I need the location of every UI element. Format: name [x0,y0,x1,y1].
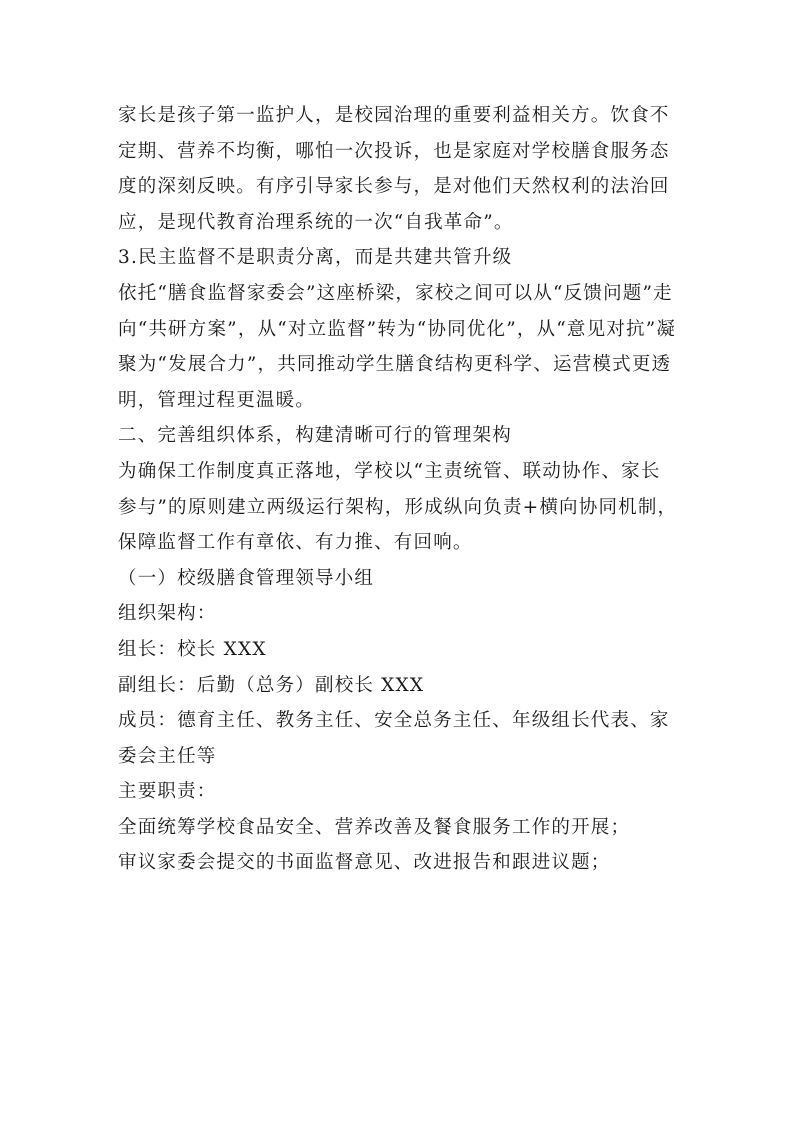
paragraph-line: 为确保工作制度真正落地，学校以“主责统管、联动协作、家长 [118,460,661,482]
paragraph-line: 组长：校长 XXX [118,638,267,660]
paragraph-line: 委会主任等 [118,745,217,767]
paragraph-line: 参与”的原则建立两级运行架构，形成纵向负责+横向协同机制， [118,496,678,518]
paragraph-line: 度的深刻反映。有序引导家长参与，是对他们天然权利的法治回 [118,176,670,198]
document-body [118,98,676,881]
paragraph-line: 应，是现代教育治理系统的一次“自我革命”。 [118,211,514,233]
paragraph-line: 全面统筹学校食品安全、营养改善及餐食服务工作的开展； [118,816,631,838]
paragraph-line: 依托“膳食监督家委会”这座桥梁，家校之间可以从“反馈问题”走 [118,282,673,304]
paragraph-line: 副组长：后勤（总务）副校长 XXX [118,674,425,696]
paragraph-line: 聚为“发展合力”，共同推动学生膳食结构更科学、运营模式更透 [118,354,672,376]
paragraph-line: 成员：德育主任、教务主任、安全总务主任、年级组长代表、家 [118,710,670,732]
paragraph-line: 明，管理过程更温暖。 [118,389,316,411]
paragraph-line: 保障监督工作有章依、有力推、有回响。 [118,532,473,554]
paragraph-line: 组织架构： [118,603,217,625]
subsection-heading: （一）校级膳食管理领导小组 [118,567,375,589]
paragraph-line: 向“共研方案”，从“对立监督”转为“协同优化”，从“意见对抗”凝 [118,318,677,340]
paragraph-line: 家长是孩子第一监护人，是校园治理的重要利益相关方。饮食不 [118,105,670,126]
section-heading: 二、完善组织体系，构建清晰可行的管理架构 [118,425,513,447]
paragraph-line: 审议家委会提交的书面监督意见、改进报告和跟进议题； [118,852,611,874]
section-heading: 3.民主监督不是职责分离，而是共建共管升级 [118,247,513,269]
paragraph-line: 主要职责： [118,781,217,803]
paragraph-line: 定期、营养不均衡，哪怕一次投诉，也是家庭对学校膳食服务态 [118,140,670,162]
